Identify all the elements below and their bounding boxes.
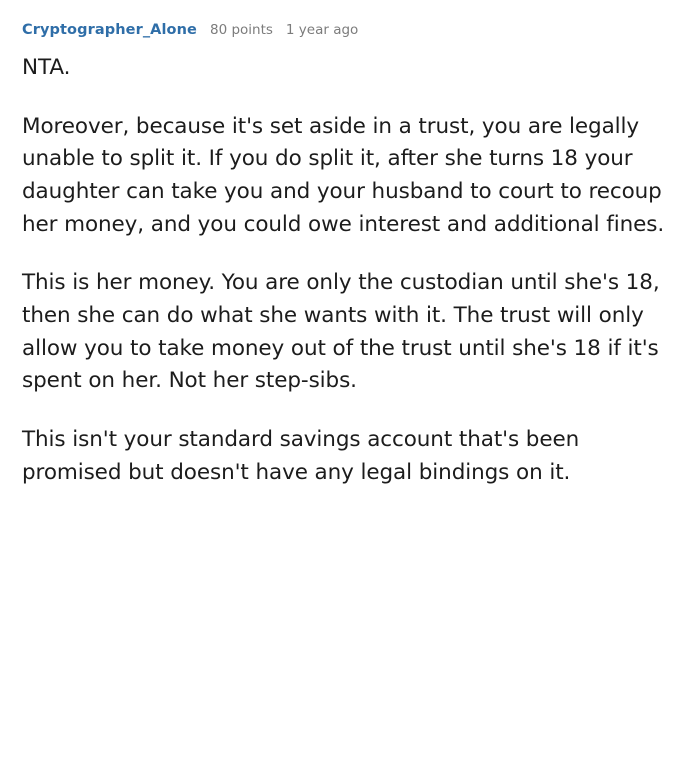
comment-meta — [22, 22, 678, 38]
comment-paragraph: This isn't your standard savings account that's been promised but doesn't have any legal bindings on it. — [22, 427, 580, 485]
comment-age: 1 year ago — [285, 22, 359, 38]
comment-points: 80 points — [209, 22, 273, 38]
comment-paragraph: Moreover, because it's set aside in a trust, you are legally unable to split it. If you do split it, after she turns 18 your daughter can take you and your husband to court to recoup her money, and you could owe interest and additional fines. — [22, 113, 665, 237]
comment-author[interactable]: Cryptographer_Alone — [22, 22, 197, 38]
comment-body — [22, 52, 678, 489]
comment-paragraph: NTA. — [22, 55, 71, 80]
comment-paragraph: This is her money. You are only the custodian until she's 18, then she can do what she wants with it. The trust will only allow you to take money out of the trust until she's 18 if it's spent on her. Not her step-sibs. — [22, 270, 660, 394]
